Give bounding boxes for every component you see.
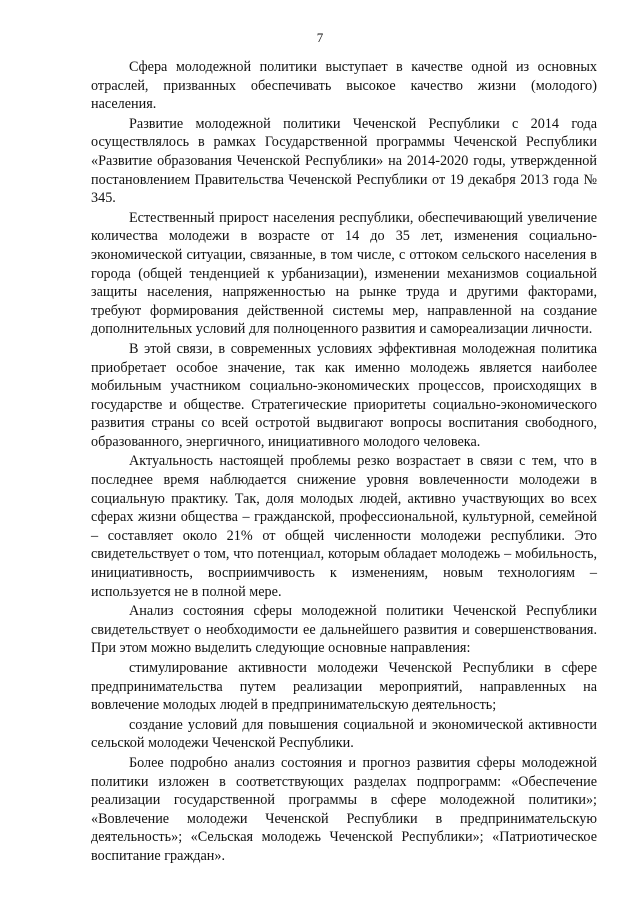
paragraph-population-growth: Естественный прирост населения республики, обеспечивающий увеличение количества молодежи в возрасте от 14 до 35 лет, изменения социально-экономической ситуации, связанные, в том числе, с оттоком сельского населения в города (общей тенденцией к урбанизации), изменении механизмов социальной защиты населения, напряженностью на рынке труда и другими факторами, требуют формирования действенной системы мер, направленной на создание дополнительных условий для полноценного развития и самореализации личности. bbox=[91, 209, 597, 338]
paragraph-subprograms: Более подробно анализ состояния и прогноз развития сферы молодежной политики изложен в соответствующих разделах подпрограмм: «Обеспечение реализации государственной программы в сфере молодежной политики»; «Вовлечение молодежи Чеченской Республики в предпринимательскую деятельность»; «Сельская молодежь Чеченской Республики»; «Патриотическое воспитание граждан». bbox=[91, 754, 597, 864]
paragraph-analysis-directions: Анализ состояния сферы молодежной политики Чеченской Республики свидетельствует о необходимости ее дальнейшего развития и совершенствования. При этом можно выделить следующие основные направления: bbox=[91, 603, 597, 657]
paragraph-youth-policy-sphere: Сфера молодежной политики выступает в качестве одной из основных отраслей, призванных обеспечивать высокое качество жизни (молодого) населения. bbox=[91, 59, 597, 113]
page-number: 7 bbox=[316, 30, 324, 45]
paragraph-entrepreneurship-direction: стимулирование активности молодежи Чеченской Республики в сфере предпринимательства путем реализации мероприятий, направленных на вовлечение молодых людей в предпринимательскую деятельность; bbox=[91, 660, 597, 714]
document-body bbox=[91, 58, 597, 866]
paragraph-modern-conditions: В этой связи, в современных условиях эффективная молодежная политика приобретает особое значение, так как именно молодежь является наиболее мобильным участником социально-экономических процессов, происходящих в государстве и обществе. Стратегические приоритеты социально-экономического развития страны со всей остротой выдвигают вопросы воспитания свободного, образованного, энергичного, инициативного молодого человека. bbox=[91, 340, 597, 450]
paragraph-policy-development: Развитие молодежной политики Чеченской Республики с 2014 года осуществлялось в рамках Государственной программы Чеченской Республики «Развитие образования Чеченской Республики» на 2014-2020 годы, утвержденной постановлением Правительства Чеченской Республики от 19 декабря 2013 года № 345. bbox=[91, 115, 597, 207]
paragraph-rural-youth-direction: создание условий для повышения социальной и экономической активности сельской молодежи Чеченской Республики. bbox=[91, 716, 597, 752]
paragraph-problem-relevance: Актуальность настоящей проблемы резко возрастает в связи с тем, что в последнее время наблюдается снижение уровня вовлеченности молодежи в социальную практику. Так, доля молодых людей, активно участвующих во всех сферах жизни общества – гражданской, профессиональной, культурной, семейной – составляет около 21% от общей численности молодежи республики. Это свидетельствует о том, что потенциал, которым обладает молодежь – мобильность, инициативность, восприимчивость к изменениям, новым технологиям – используется не в полной мере. bbox=[91, 453, 597, 600]
